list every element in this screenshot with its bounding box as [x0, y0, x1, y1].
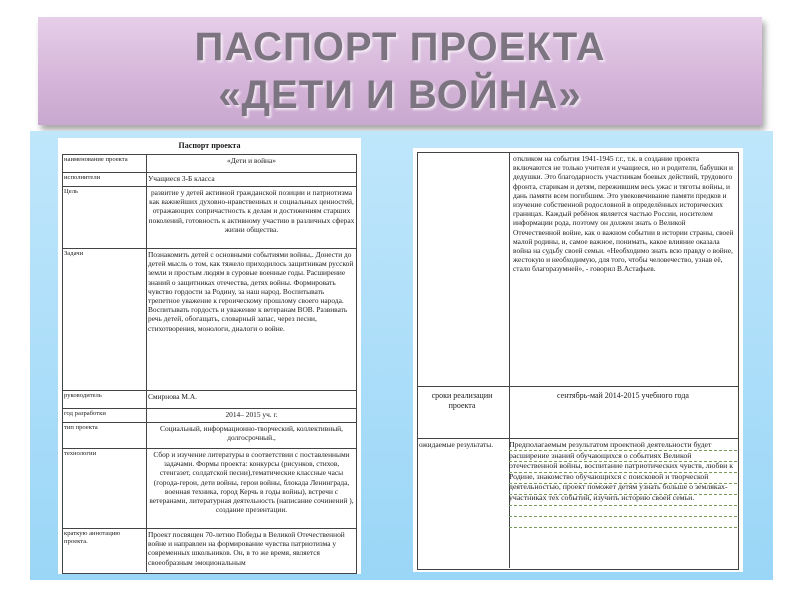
row-value: Сбор и изучение литературы в соответствии с поставленными задачами. Формы проекта: конкурсы (рисунков, стихов, стенгазет, солдатской песни),тематические классные часы (города-герои, дети войны, герои войны, блокада Ленинграда, военная техника, город Керчь в годы войны), встречи с ветеранами, литературная деятельность (написание сочинений ), создание презентации.	[149, 450, 354, 515]
row-label: руководитель	[64, 392, 102, 399]
project-passport-page-2	[413, 148, 743, 572]
underline	[509, 484, 737, 495]
underline	[509, 462, 737, 473]
underline	[509, 517, 737, 528]
row-label: тип проекта	[64, 424, 98, 431]
continuation-text: откликом на события 1941-1945 г.г., т.к. в создание проекта включаются не только учителя и учащиеся, но и родители, бабушки и дедушки. Это благодарность участникам боевых действий, трудового фронта, старикам и детям, пережившим весь ужас и тяготы войны, и дань памяти всем погибшим. Это увековечивание памяти предков и изучение собственной родословной в определённых исторических границах. Каждый ребёнок является частью России, носителем информации рода, поэтому он должен знать о Великой Отечественной войне, как о важном событии в истории страны, своей малой родины, и, самое важное, понимать, какое влияние оказала война на судьбу своей семьи. «Необходимо знать всю правду о войне, жестокую и необходимую, для того, чтобы человечество, узнав её, стало благоразумней», - говорил В.Астафьев.	[513, 154, 734, 274]
row-label: краткую аннотацию проекта.	[64, 530, 121, 545]
row-value: Предполагаемым результатом проектной деятельности будет расширение знаний обучающихся о событиях Великой отечественной войны, воспитание патриотических чувств, любви к Родине, знакомство обучающихся с поисковой и творческой деятельностью, проект поможет детям узнать больше о земляках- участниках тех событий, изучить историю своей семьи.	[509, 440, 734, 502]
table-row	[62, 248, 357, 389]
row-label: сроки реализации проекта	[431, 391, 493, 410]
row-value: Познакомить детей с основными событиями войны,. Донести до детей мысль о том, как тяжело приходилось защитникам русской земли и простым людям в суровые военные годы. Расширение знаний о защитниках отечества, детях войны. Формировать чувство гордости за Родину, за наш народ. Воспитывать трепетное уважение к героическому прошлому своего народа. Воспитывать гордость и уважение к ветеранам ВОВ. Развивать речь детей, обогащать, словарный запас, через песни, стихотворения, монологи, диалоги о войне.	[148, 250, 354, 333]
table-row	[62, 154, 357, 173]
underline	[509, 473, 737, 484]
row-value: 2014– 2015 уч. г.	[225, 410, 278, 419]
underline	[509, 440, 737, 451]
slide-title-line-1: ПАСПОРТ ПРОЕКТА	[194, 25, 606, 69]
row-value: развитие у детей активной гражданской позиции и патриотизма как важнейших духовно-нравственных и социальных ценностей, отражающих сопричастность к делам и достижениям старших поколений, готовность к активному участию в различных сферах жизни общества.	[148, 188, 355, 234]
row-label: год разработки	[64, 410, 106, 417]
row-label: Задачи	[64, 250, 84, 257]
row-label: технологии	[64, 450, 97, 457]
table-row	[62, 408, 357, 423]
table-row	[417, 386, 739, 439]
slide-title-line-2: «ДЕТИ И ВОЙНА»	[218, 73, 582, 117]
row-value: Смирнова М.А.	[148, 392, 198, 401]
spellcheck-underlines	[509, 440, 737, 535]
underline	[509, 451, 737, 462]
row-label: наименование проекта	[64, 156, 128, 163]
row-value: Проект посвящен 70-летию Победы в Великой Отечественной войне и направлен на формирование чувства патриотизма у современных школьников. Он, в то же время, является своеобразным эмоциональным	[148, 530, 345, 567]
table-row	[62, 186, 357, 249]
project-passport-page-1	[58, 138, 361, 574]
underline	[509, 506, 737, 517]
slide-title	[38, 23, 762, 119]
row-value: «Дети и война»	[227, 156, 276, 165]
row-value: Социальный, информационно-творческий, коллективный, долгосрочный.,	[160, 424, 343, 443]
table-row	[62, 528, 357, 573]
row-label: Цель	[64, 188, 78, 195]
document-title: Паспорт проекта	[178, 141, 241, 150]
table-row	[62, 448, 357, 527]
row-label: ожидаемые результаты.	[419, 440, 494, 449]
table-row	[62, 172, 357, 187]
row-value: Учащиеся 3-Б класса	[148, 174, 215, 183]
row-label: исполнители	[64, 174, 101, 181]
table-row	[62, 390, 357, 407]
row-value: сентябрь-май 2014-2015 учебного года	[557, 391, 689, 400]
table-row	[62, 422, 357, 449]
underline	[509, 495, 737, 506]
title-banner	[38, 17, 762, 125]
